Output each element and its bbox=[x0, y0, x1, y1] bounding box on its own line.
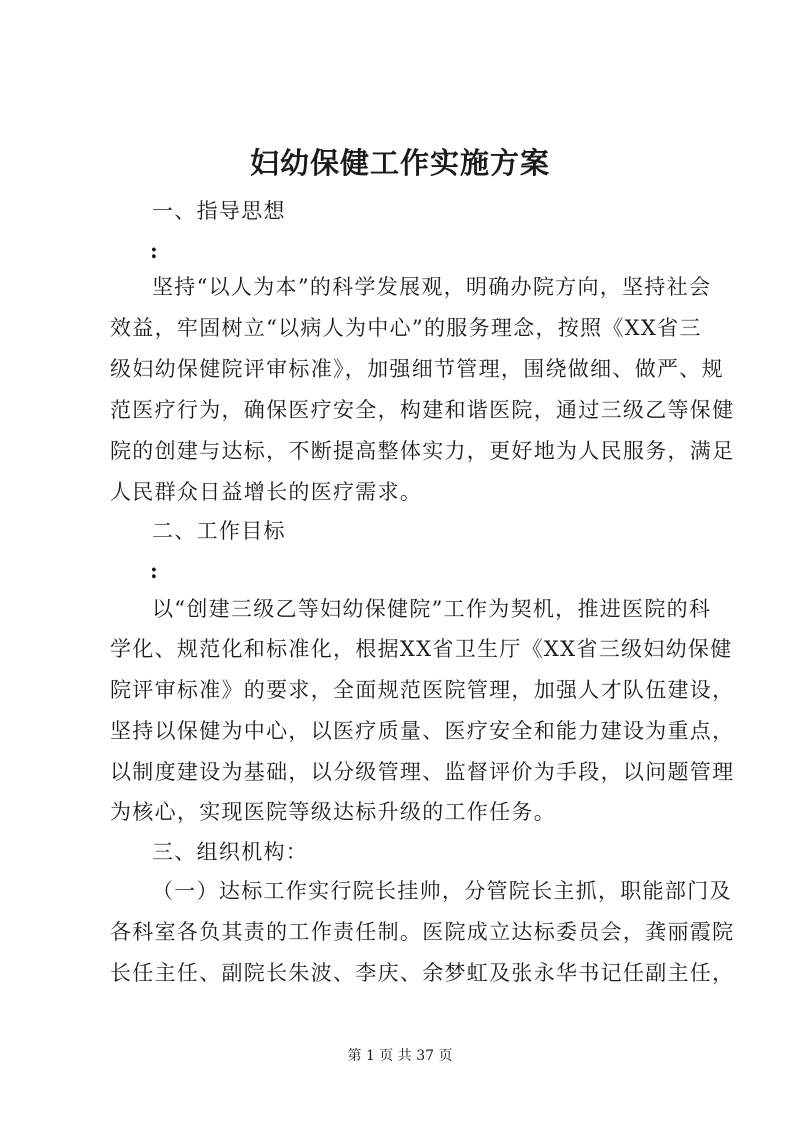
document-title: 妇幼保健工作实施方案 bbox=[249, 146, 550, 180]
paragraph-line: 坚持“以人为本”的科学发展观，明确办院方向，坚持社会 bbox=[152, 275, 712, 299]
paragraph-line: 效益，牢固树立“以病人为中心”的服务理念，按照《XX省三 bbox=[110, 316, 702, 340]
paragraph-line: 范医疗行为，确保医疗安全，构建和谐医院，通过三级乙等保健 bbox=[110, 398, 735, 422]
section-heading-2: 二、工作目标 bbox=[152, 519, 286, 543]
paragraph-line: 以制度建设为基础，以分级管理、监督评价为手段，以问题管理 bbox=[110, 760, 735, 784]
paragraph-line: 以“创建三级乙等妇幼保健院”工作为契机，推进医院的科 bbox=[152, 597, 712, 621]
paragraph-line: 为核心，实现医院等级达标升级的工作任务。 bbox=[110, 800, 556, 824]
paragraph-line: 坚持以保健为中心，以医疗质量、医疗安全和能力建设为重点， bbox=[110, 719, 735, 743]
section-heading-1: 一、指导思想 bbox=[152, 199, 286, 223]
section-colon-2: : bbox=[150, 558, 160, 583]
section-heading-3: 三、组织机构： bbox=[152, 840, 309, 864]
paragraph-line: 院评审标准》的要求，全面规范医院管理，加强人才队伍建设， bbox=[110, 678, 735, 702]
paragraph-line: 各科室各负其责的工作责任制。医院成立达标委员会，龚丽霞院 bbox=[110, 920, 735, 944]
paragraph-line: （一）达标工作实行院长挂帅，分管院长主抓，职能部门及 bbox=[152, 879, 732, 903]
page-footer: 第 1 页 共 37 页 bbox=[347, 1048, 453, 1064]
paragraph-line: 院的创建与达标，不断提高整体实力，更好地为人民服务，满足 bbox=[110, 439, 735, 463]
paragraph-line: 级妇幼保健院评审标准》，加强细节管理，围绕做细、做严、规 bbox=[110, 357, 724, 381]
paragraph-line: 人民群众日益增长的医疗需求。 bbox=[110, 480, 423, 504]
paragraph-line: 长任主任、副院长朱波、李庆、余梦虹及张永华书记任副主任， bbox=[110, 961, 735, 985]
paragraph-line: 学化、规范化和标准化，根据XX省卫生厅《XX省三级妇幼保健 bbox=[110, 637, 733, 661]
section-colon-1: : bbox=[150, 238, 160, 263]
